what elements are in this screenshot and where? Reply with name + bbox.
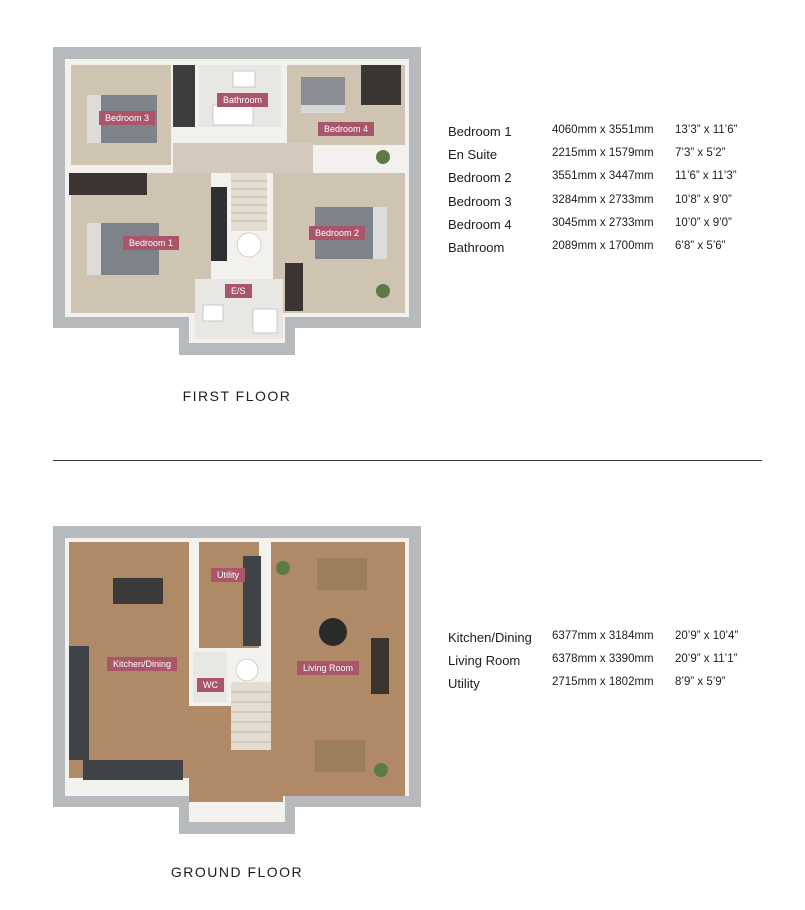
room-imperial: 13’3” x 11’6”	[675, 124, 738, 136]
first-floor-title: FIRST FLOOR	[182, 388, 292, 404]
room-metric: 6378mm x 3390mm	[552, 653, 654, 666]
room-name: Bathroom	[448, 239, 505, 255]
kitchen-dining-label: Kitchen/Dining	[107, 657, 177, 671]
room-imperial: 20’9” x 10’4”	[675, 630, 739, 642]
ground-floor-plan	[53, 526, 421, 834]
room-imperial: 6’8” x 5’6”	[675, 239, 726, 252]
room-imperial: 10’0” x 9’0”	[675, 216, 732, 229]
ensuite-label: E/S	[225, 284, 252, 298]
wc-label: WC	[197, 678, 224, 692]
ground-floor-title: GROUND FLOOR	[170, 864, 304, 880]
section-divider	[53, 460, 762, 461]
room-name: Kitchen/Dining	[448, 630, 532, 645]
dimension-row	[448, 676, 768, 699]
room-metric: 4060mm x 3551mm	[552, 124, 654, 136]
bathroom-label: Bathroom	[217, 93, 268, 107]
bedroom-1-label: Bedroom 1	[123, 236, 179, 250]
bedroom-3-label: Bedroom 3	[99, 111, 155, 125]
room-metric: 3284mm x 2733mm	[552, 193, 654, 206]
room-imperial: 11’6” x 11’3”	[675, 170, 737, 183]
room-imperial: 8’9” x 5’9”	[675, 676, 726, 689]
room-metric: 2215mm x 1579mm	[552, 147, 654, 160]
dimension-row	[448, 653, 768, 676]
first-floor-dimensions	[448, 124, 768, 263]
dimension-row	[448, 240, 768, 263]
dimension-row	[448, 630, 768, 653]
room-metric: 6377mm x 3184mm	[552, 630, 654, 642]
room-name: Bedroom 3	[448, 193, 512, 209]
dimension-row	[448, 217, 768, 240]
bedroom-4-label: Bedroom 4	[318, 122, 374, 136]
room-name: Living Room	[448, 653, 521, 669]
dimension-row	[448, 147, 768, 170]
room-name: Bedroom 4	[448, 216, 512, 232]
room-name: Bedroom 2	[448, 170, 512, 186]
living-room-label: Living Room	[297, 661, 359, 675]
room-imperial: 10’8” x 9’0”	[675, 193, 732, 206]
dimension-row	[448, 170, 768, 193]
room-name: Utility	[448, 676, 480, 692]
first-floor-plan	[53, 47, 421, 355]
room-metric: 3045mm x 2733mm	[552, 216, 654, 229]
ground-floor-dimensions	[448, 630, 768, 700]
room-imperial: 20’9” x 11’1”	[675, 653, 738, 666]
room-name: En Suite	[448, 147, 498, 163]
utility-label: Utility	[211, 568, 245, 582]
room-imperial: 7’3” x 5’2”	[675, 147, 726, 160]
bedroom-2-label: Bedroom 2	[309, 226, 365, 240]
dimension-row	[448, 194, 768, 217]
dimension-row	[448, 124, 768, 147]
room-name: Bedroom 1	[448, 124, 512, 139]
room-metric: 2089mm x 1700mm	[552, 239, 654, 252]
room-metric: 3551mm x 3447mm	[552, 170, 654, 183]
room-metric: 2715mm x 1802mm	[552, 676, 654, 689]
